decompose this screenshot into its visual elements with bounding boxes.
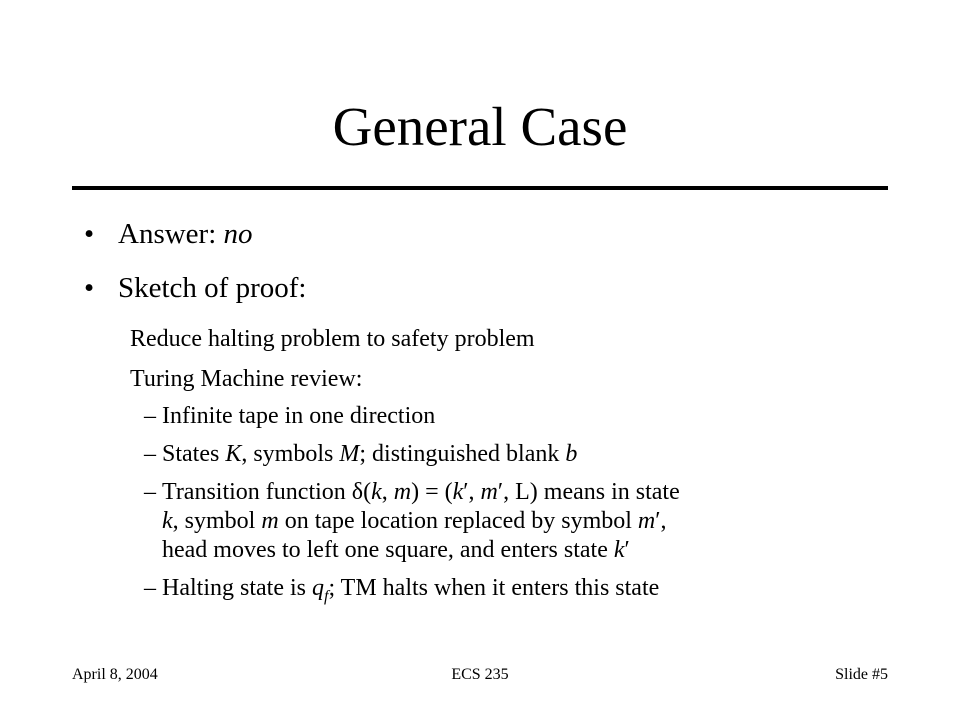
dash-marker: – [144, 575, 156, 601]
subitem-tm-review: Turing Machine review: [130, 366, 363, 392]
subitem-reduce: Reduce halting problem to safety problem [130, 326, 535, 352]
italic-symbol: q [311, 575, 324, 601]
text-fragment: ; TM halts when it enters this state [328, 575, 660, 601]
italic-symbol: m [480, 479, 498, 505]
footer-slide-number: Slide #5 [835, 666, 888, 683]
slide-title: General Case [332, 96, 628, 157]
dash-item-halting [78, 574, 908, 611]
italic-symbol: k [162, 508, 173, 534]
footer-course: ECS 235 [451, 666, 509, 683]
bullet-answer-value: no [223, 218, 253, 250]
bullet-sketch-label: Sketch of proof: [118, 272, 307, 304]
italic-symbol: K [225, 441, 242, 467]
italic-symbol: M [339, 441, 360, 467]
bullet-dot-icon: • [84, 272, 95, 304]
italic-symbol: m [637, 508, 656, 534]
text-fragment: , symbol [172, 508, 262, 534]
italic-symbol: k [613, 537, 625, 563]
text-fragment: Transition function [162, 479, 352, 505]
bullet-answer-label: Answer: [118, 218, 217, 250]
italic-symbol: m [393, 479, 412, 505]
footer-date: April 8, 2004 [72, 666, 158, 683]
bullet-dot-icon: • [84, 218, 95, 250]
delta-symbol: δ [351, 479, 364, 505]
dash-marker: – [144, 479, 156, 505]
text-fragment: ) = ( [411, 479, 453, 505]
bullet-sketch [78, 268, 908, 308]
text-fragment: ( [363, 479, 372, 505]
dash-item-states [78, 440, 908, 469]
text-fragment: ′, [463, 479, 481, 505]
text-fragment: ; distinguished blank [359, 441, 566, 467]
slide-content [78, 214, 908, 620]
text-fragment: head moves to left one square, and enters state [162, 537, 614, 563]
italic-symbol: m [261, 508, 279, 534]
dash-item-tape [78, 402, 908, 431]
text-fragment: on tape location replaced by symbol [278, 508, 638, 534]
dash-item-transition [78, 478, 908, 565]
subscript-symbol: f [323, 587, 329, 605]
text-fragment: States [162, 441, 226, 467]
text-fragment: Halting state is [162, 575, 312, 601]
dash-marker: – [144, 441, 156, 467]
dash-marker: – [144, 403, 156, 429]
italic-symbol: b [565, 441, 578, 467]
text-fragment: ′ [624, 537, 630, 563]
italic-symbol: k [371, 479, 382, 505]
italic-symbol: k [452, 479, 464, 505]
text-fragment: ′, L) means in state [497, 479, 680, 505]
text-fragment: , [381, 479, 394, 505]
text-fragment: ′, [655, 508, 667, 534]
bullet-answer [78, 214, 908, 254]
text-fragment: , symbols [241, 441, 340, 467]
title-divider [72, 186, 888, 190]
dash-item-tape-text: Infinite tape in one direction [162, 403, 436, 429]
